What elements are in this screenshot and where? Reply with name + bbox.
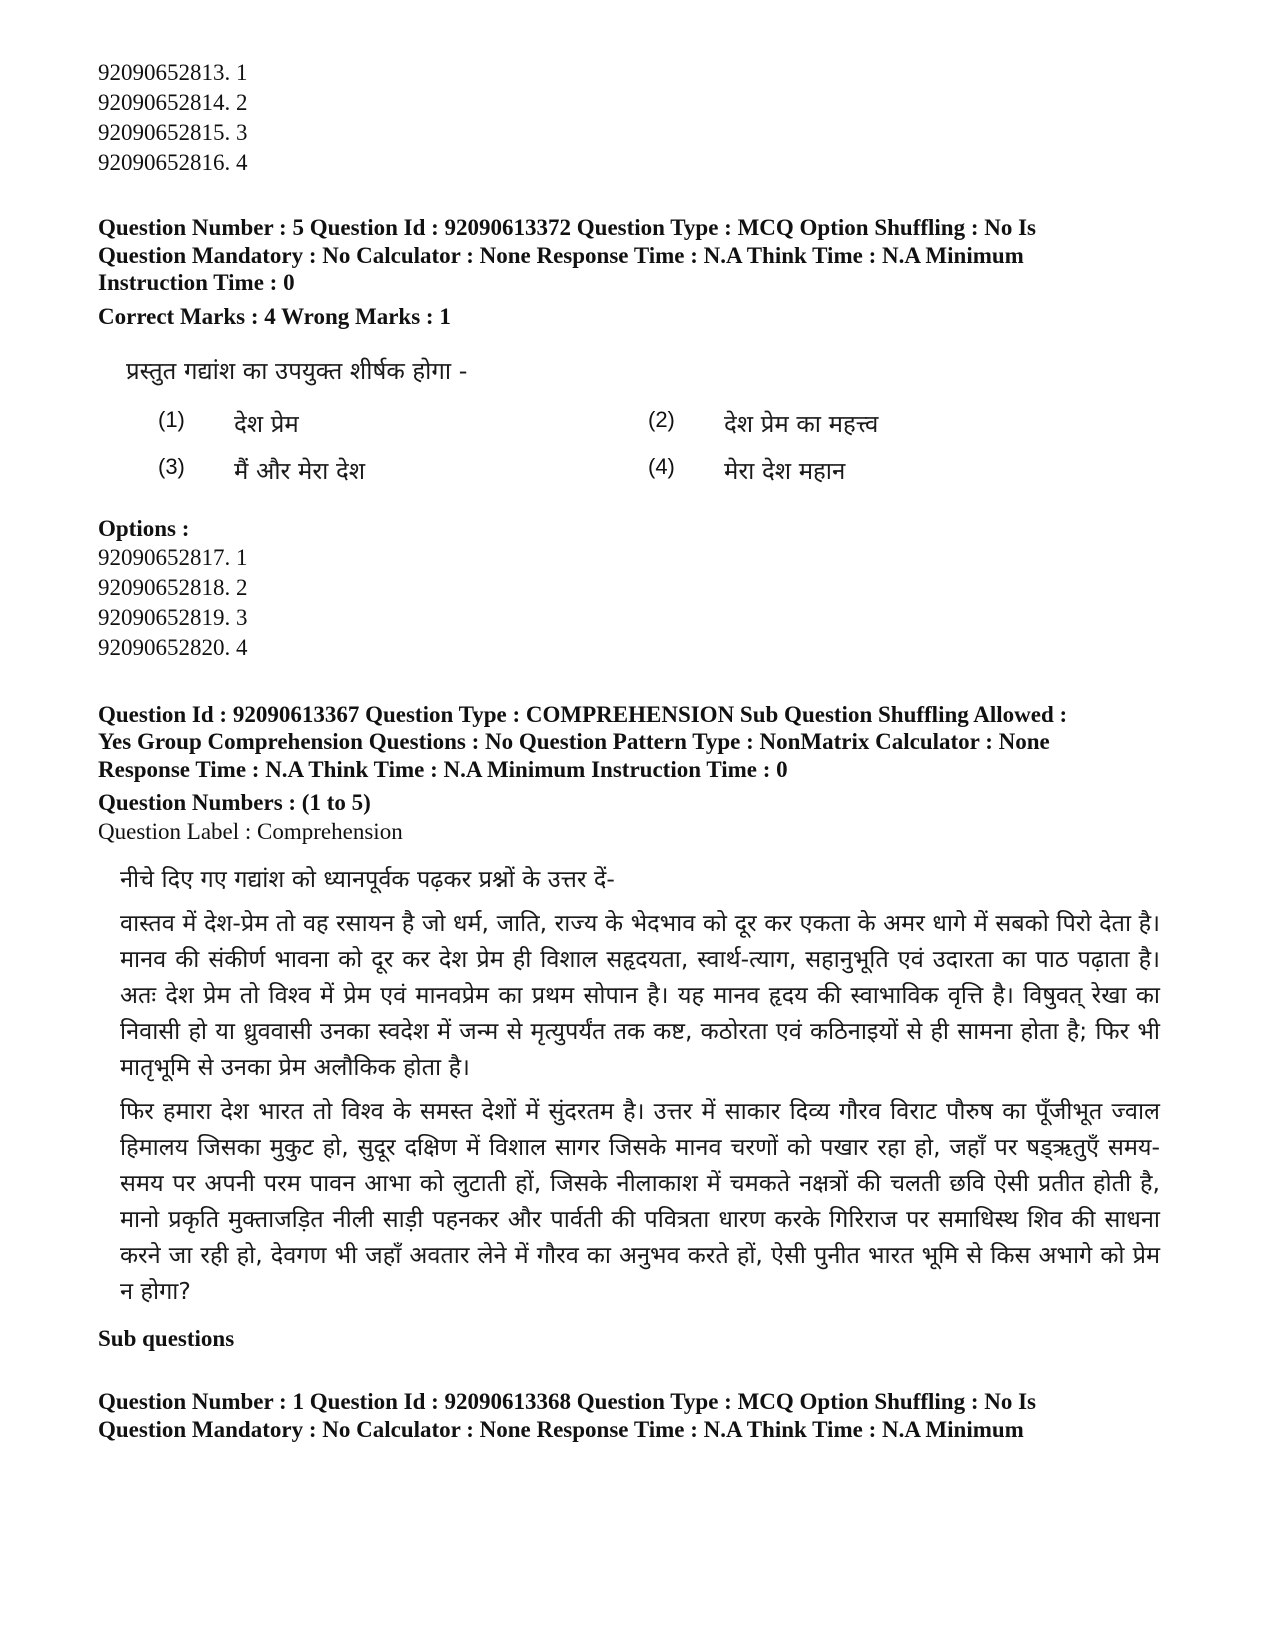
options-label: Options : xyxy=(98,516,190,541)
passage xyxy=(120,861,1160,1309)
choice-text: देश प्रेम xyxy=(234,410,299,438)
question-5-block xyxy=(98,214,1178,663)
passage-instruction: नीचे दिए गए गद्यांश को ध्यानपूर्वक पढ़कर प्रश्नों के उत्तर दें- xyxy=(120,864,615,893)
option-id: 92090652819. 3 xyxy=(98,604,248,630)
previous-options-list xyxy=(98,58,1178,178)
question-5-header xyxy=(98,214,1178,297)
choice-1 xyxy=(126,407,616,440)
sub-questions-heading: Sub questions xyxy=(98,1325,235,1351)
choice-number: (4) xyxy=(648,454,675,479)
question-5-choices xyxy=(126,407,1178,487)
question-5-options-list xyxy=(98,543,1178,663)
option-id: 92090652813. 1 xyxy=(98,60,248,85)
question-header-line: Question Number : 1 Question Id : 92090613368 Question Type : MCQ Option Shuffling : No Is xyxy=(98,1389,1037,1414)
question-label: Question Label : Comprehension xyxy=(98,818,403,844)
choice-number: (1) xyxy=(158,407,185,432)
choice-4 xyxy=(616,454,936,487)
question-header-line: Response Time : N.A Think Time : N.A Minimum Instruction Time : 0 xyxy=(98,756,788,782)
question-numbers: Question Numbers : (1 to 5) xyxy=(98,790,371,815)
question-header-line: Question Number : 5 Question Id : 92090613372 Question Type : MCQ Option Shuffling : No Is xyxy=(98,215,1037,240)
option-id: 92090652817. 1 xyxy=(98,544,248,570)
question-5-marks: Correct Marks : 4 Wrong Marks : 1 xyxy=(98,303,451,329)
passage-paragraph-2: फिर हमारा देश भारत तो विश्व के समस्त देशों में सुंदरतम है। उत्तर में साकार दिव्य गौरव विराट पौरुष का पूँजीभूत ज्वाल हिमालय जिसका मुकुट हो, सुदूर दक्षिण में विशाल सागर जिसके मानव चरणों को पखार रहा हो, जहाँ पर षड्ऋतुएँ समय-समय पर अपनी परम पावन आभा को लुटाती हों, जिसके नीलाकाश में चमकते नक्षत्रों की चलती छवि ऐसी प्रतीत होती है, मानो प्रकृति मुक्ताजड़ित नीली साड़ी पहनकर और पार्वती की पवित्रता धारण करके गिरिराज पर समाधिस्थ शिव की साधना करने जा रही हो, देवगण भी जहाँ अवतार लेने में गौरव का अनुभव करते हों, ऐसी पुनीत भारत भूमि से किस अभागे को प्रेम न होगा? xyxy=(120,1096,1160,1305)
question-paper-page xyxy=(98,58,1178,1443)
question-header-line: Yes Group Comprehension Questions : No Question Pattern Type : NonMatrix Calculator : None xyxy=(98,729,1050,754)
question-header-line: Question Id : 92090613367 Question Type : COMPREHENSION Sub Question Shuffling Allowed : xyxy=(98,701,1068,727)
question-header-line: Question Mandatory : No Calculator : None Response Time : N.A Think Time : N.A Minimum xyxy=(98,242,1024,268)
question-5-content xyxy=(126,354,1178,487)
choice-text: देश प्रेम का महत्त्व xyxy=(724,410,879,438)
question-1-block xyxy=(98,1388,1178,1443)
choice-3 xyxy=(126,454,616,487)
choice-text: मैं और मेरा देश xyxy=(234,457,366,485)
comprehension-header xyxy=(98,701,1178,784)
passage-paragraph-1: वास्तव में देश-प्रेम तो वह रसायन है जो धर्म, जाति, राज्य के भेदभाव को दूर कर एकता के अमर धागे में सबको पिरो देता है। मानव की संकीर्ण भावना को दूर कर देश प्रेम ही विशाल सहृदयता, स्वार्थ-त्याग, सहानुभूति एवं उदारता का पाठ पढ़ाता है। अतः देश प्रेम तो विश्व में प्रेम एवं मानवप्रेम का प्रथम सोपान है। यह मानव हृदय की स्वाभाविक वृत्ति है। विषुवत् रेखा का निवासी हो या ध्रुववासी उनका स्वदेश में जन्म से मृत्युपर्यंत तक कष्ट, कठोरता एवं कठिनाइयों से ही सामना होता है; फिर भी मातृभूमि से उनका प्रेम अलौकिक होता है। xyxy=(120,908,1160,1081)
choice-text: मेरा देश महान xyxy=(724,457,846,485)
option-id: 92090652814. 2 xyxy=(98,90,248,115)
choice-2 xyxy=(616,407,936,440)
option-id: 92090652816. 4 xyxy=(98,150,248,175)
question-header-line: Question Mandatory : No Calculator : None Response Time : N.A Think Time : N.A Minimum xyxy=(98,1416,1024,1442)
choice-number: (2) xyxy=(648,407,675,432)
comprehension-block xyxy=(98,701,1178,1353)
question-header-line: Instruction Time : 0 xyxy=(98,270,295,295)
choice-number: (3) xyxy=(158,454,185,479)
question-5-stem: प्रस्तुत गद्यांश का उपयुक्त शीर्षक होगा - xyxy=(126,357,468,385)
option-id: 92090652815. 3 xyxy=(98,120,248,145)
option-id: 92090652820. 4 xyxy=(98,634,248,660)
option-id: 92090652818. 2 xyxy=(98,574,248,600)
